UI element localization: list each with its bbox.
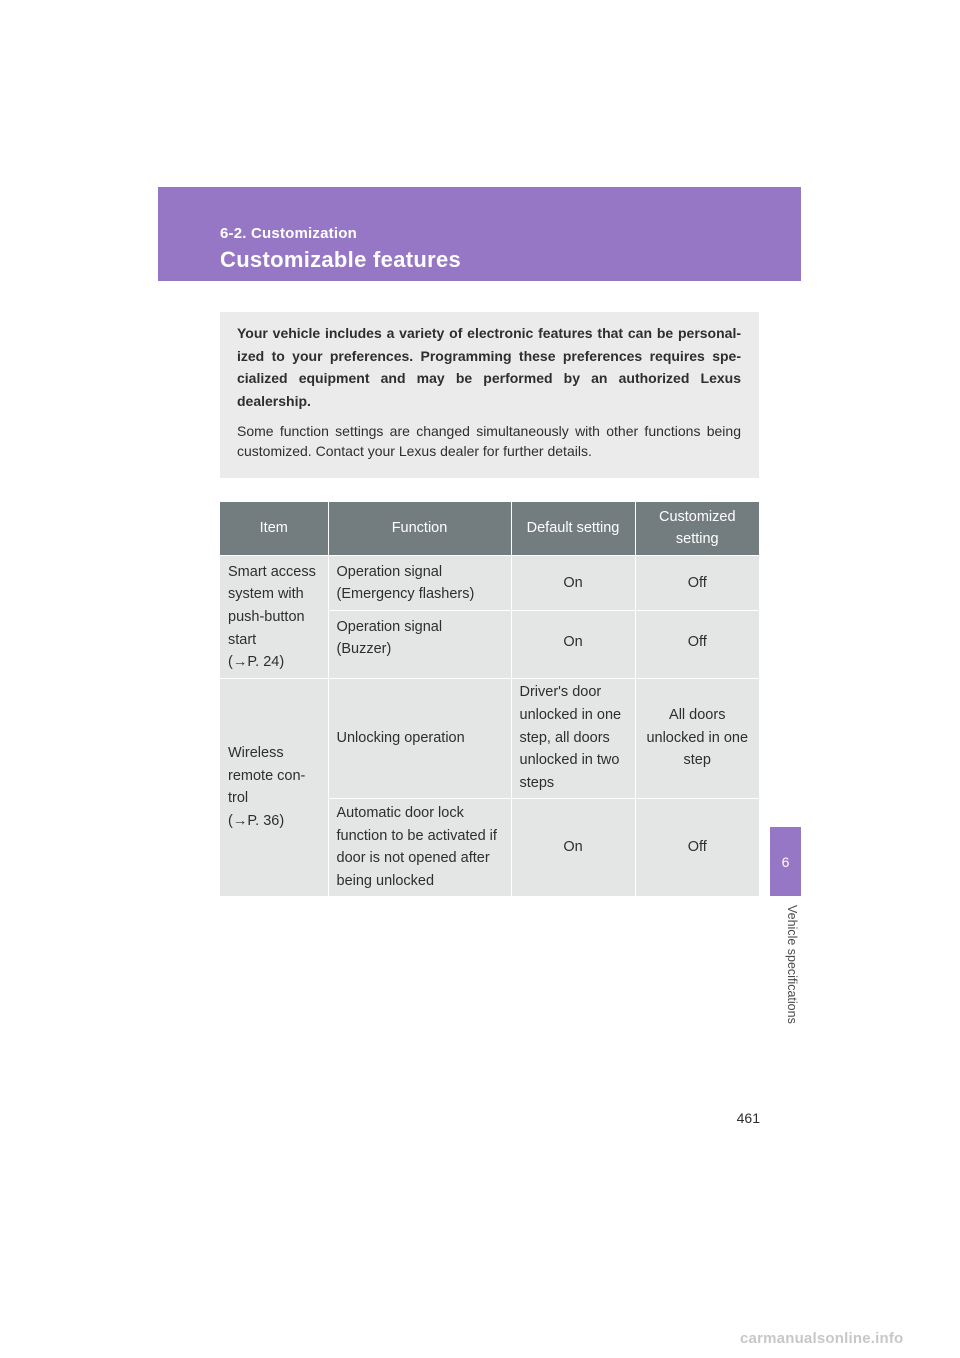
header-function: Function [328,502,511,555]
page-number: 461 [736,1110,760,1126]
table-row [220,678,759,798]
function-cell: Operation signal (Emergency flashers) [328,555,511,610]
intro-note-paragraph: Some function settings are changed simultaneously with other functions being customized. Contact your Lexus dealer for further details. [237,422,741,459]
item-cell: Smart access system with push-button start (→P. 24) [220,555,328,678]
page-title: Customizable features [220,247,462,272]
customized-setting-cell: All doors unlocked in one step [635,678,759,798]
watermark: carmanualsonline.info [740,1330,904,1347]
section-header-band [158,187,801,281]
default-setting-cell: On [511,555,635,610]
chapter-tab[interactable] [770,827,801,896]
customization-table [220,502,759,896]
section-label: 6-2. Customization [220,225,357,242]
customized-setting-cell: Off [635,555,759,610]
chapter-side-label: Vehicle specifications [785,905,799,1024]
header-default-setting: Default setting [511,502,635,555]
table-row [220,555,759,610]
intro-bold-paragraph: Your vehicle includes a variety of electronic features that can be personal-ized to your preferences. Programming these preferences requires spe-cialized equipment and may be performed by an authorized Lexus dealership. [237,325,741,410]
chapter-number: 6 [781,853,790,870]
customized-setting-cell: Off [635,610,759,678]
function-cell: Automatic door lock function to be activated if door is not opened after being unlocked [328,798,511,896]
function-cell: Operation signal (Buzzer) [328,610,511,678]
header-item: Item [220,502,328,555]
table-header-row [220,502,759,555]
intro-box [220,312,759,478]
default-setting-cell: Driver's door unlocked in one step, all doors unlocked in two steps [511,678,635,798]
customized-setting-cell: Off [635,798,759,896]
item-cell: Wireless remote con- trol (→P. 36) [220,678,328,896]
function-cell: Unlocking operation [328,678,511,798]
default-setting-cell: On [511,610,635,678]
default-setting-cell: On [511,798,635,896]
header-customized-setting: Customized setting [635,502,759,555]
